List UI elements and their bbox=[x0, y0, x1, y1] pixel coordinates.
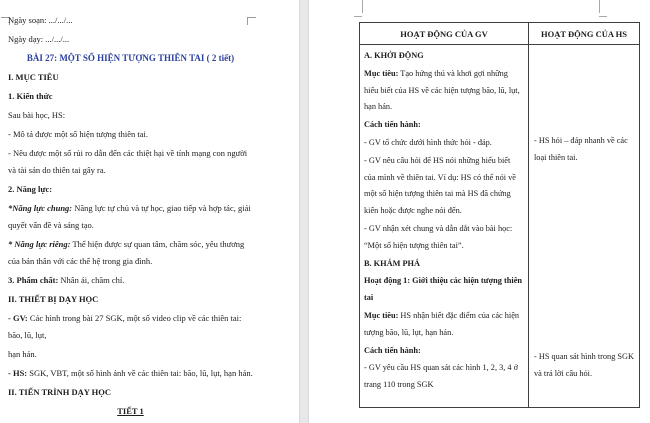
paragraph: Cách tiến hành: bbox=[364, 120, 421, 130]
lesson-activities-table bbox=[359, 22, 640, 408]
table-header-hs-column: HOẠT ĐỘNG CỦA HS bbox=[540, 28, 628, 39]
paragraph: - GV tổ chức dưới hình thức hỏi - đáp. bbox=[364, 137, 492, 147]
paragraph-lead: - HS: bbox=[8, 368, 28, 378]
paragraph: * Năng lực riêng: Thể hiện được sự quan tâm, chăm sóc, yêu thương của bản thân với các thế hệ trong gia đình. bbox=[8, 239, 245, 266]
paragraph: - HS: SGK, VBT, một số hình ảnh về các thiên tai: bão, lũ, lụt, hạn hán. bbox=[8, 368, 253, 378]
paragraph: 1. Kiến thức bbox=[8, 91, 53, 101]
paragraph: hạn hán. bbox=[8, 349, 37, 359]
paragraph: - GV nêu câu hỏi để HS nói những hiểu biết của mình về thiên tai. Ví dụ: HS có thể nói về một số hiện tượng thiên tai mà HS đã chứng kiến hoặc được nghe nói đến. bbox=[364, 155, 516, 216]
paragraph-lead: * Năng lực riêng: bbox=[8, 239, 71, 249]
paragraph: Mục tiêu: HS nhận biết đặc điểm của các hiện tượng bão, lũ, lụt, hạn hán. bbox=[364, 310, 520, 337]
text-boundary-mark-right-h bbox=[599, 16, 607, 17]
text-boundary-mark-left bbox=[362, 0, 363, 13]
paragraph: Sau bài học, HS: bbox=[8, 110, 66, 120]
text-boundary-mark-left-h bbox=[354, 16, 362, 17]
paragraph: *Năng lực chung: Năng lực tự chủ và tự học, giao tiếp và hợp tác, giải quyết vấn đề và sáng tạo. bbox=[8, 203, 251, 230]
paragraph: - GV: Các hình trong bài 27 SGK, một số video clip về các thiên tai: bão, lũ, lụt, bbox=[8, 313, 242, 340]
paragraph: I. MỤC TIÊU bbox=[8, 72, 59, 82]
paragraph: - Nêu được một số rủi ro dẫn đến các thiệt hại về tính mạng con người và tài sản do thiên tai gây ra. bbox=[8, 148, 248, 175]
paragraph-lead: *Năng lực chung: bbox=[8, 203, 73, 213]
table-body-row bbox=[360, 45, 639, 407]
paragraph: Mục tiêu: Tạo hứng thú và khơi gợi những hiểu biết của HS về các hiện tượng bão, lũ, lụt, hạn hán. bbox=[364, 68, 520, 112]
paragraph: Ngày dạy: .../.../... bbox=[8, 34, 70, 44]
paragraph: BÀI 27: MỘT SỐ HIỆN TƯỢNG THIÊN TAI ( 2 tiết) bbox=[26, 53, 235, 63]
hs-cell bbox=[529, 45, 639, 407]
paragraph: B. KHÁM PHÁ bbox=[364, 258, 420, 268]
paragraph: Hoạt động 1: Giới thiệu các hiện tượng thiên tai bbox=[364, 276, 522, 303]
paragraph-lead: - GV: bbox=[8, 313, 28, 323]
table-header-row bbox=[360, 23, 639, 45]
paragraph: - GV nhận xét chung và dẫn dắt vào bài học: “Một số hiện tượng thiên tai”. bbox=[364, 223, 513, 250]
paragraph: 3. Phẩm chất: Nhân ái, chăm chỉ. bbox=[8, 275, 125, 285]
hs-note: - HS quan sát hình trong SGK và trả lời câu hỏi. bbox=[534, 352, 635, 378]
paragraph-lead: Mục tiêu: bbox=[364, 310, 399, 320]
left-page-content bbox=[8, 12, 253, 422]
paragraph: Ngày soạn: .../.../... bbox=[8, 15, 73, 25]
paragraph-lead: Mục tiêu: bbox=[364, 68, 399, 78]
paragraph: - GV yêu cầu HS quan sát các hình 1, 2, 3, 4 ở trang 110 trong SGK bbox=[364, 363, 519, 390]
paragraph: A. KHỞI ĐỘNG bbox=[364, 51, 424, 60]
text-boundary-mark-right bbox=[599, 0, 600, 13]
hs-note: - HS hỏi – đáp nhanh về các loại thiên tai. bbox=[534, 136, 628, 162]
page-1 bbox=[0, 0, 300, 423]
paragraph: Cách tiến hành: bbox=[364, 345, 421, 355]
gv-cell bbox=[360, 45, 529, 407]
paragraph: II. TIẾN TRÌNH DẠY HỌC bbox=[8, 387, 112, 397]
paragraph: - Mô tả được một số hiện tượng thiên tai. bbox=[8, 129, 149, 139]
paragraph: II. THIẾT BỊ DẠY HỌC bbox=[8, 294, 99, 304]
paragraph: TIẾT 1 bbox=[117, 406, 144, 416]
paragraph: 2. Năng lực: bbox=[8, 184, 53, 194]
page-2 bbox=[308, 0, 650, 423]
table-header-gv-column: HOẠT ĐỘNG CỦA GV bbox=[360, 23, 529, 44]
paragraph-lead: 3. Phẩm chất: bbox=[8, 275, 59, 285]
